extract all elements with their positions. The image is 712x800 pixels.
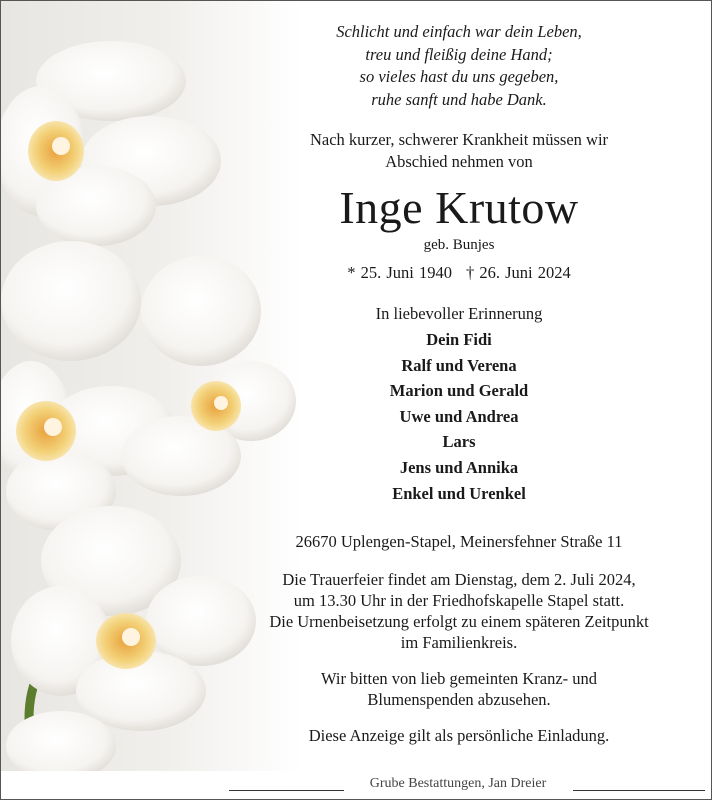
poem-line: Schlicht und einfach war dein Leben, — [336, 22, 582, 41]
service-line: Die Urnenbeisetzung erfolgt zu einem späteren Zeitpunkt — [269, 612, 649, 631]
mourner: Enkel und Urenkel — [392, 483, 526, 503]
flowers-line: Blumenspenden abzusehen. — [367, 690, 551, 709]
flowers-request — [201, 668, 712, 710]
service-info — [201, 569, 712, 653]
life-dates — [201, 263, 712, 283]
mourners-list — [201, 327, 712, 506]
funeral-home: Grube Bestattungen, Jan Dreier — [369, 776, 547, 791]
birth-name: geb. Bunjes — [423, 237, 495, 253]
mourner: Uwe und Andrea — [399, 406, 519, 426]
poem-line: ruhe sanft und habe Dank. — [371, 89, 547, 109]
deceased-name: Inge Krutow — [339, 182, 579, 233]
mourner: Dein Fidi — [426, 330, 492, 349]
flowers-line: Wir bitten von lieb gemeinten Kranz- und — [320, 669, 598, 688]
death-date: † 26. Juni 2024 — [466, 263, 571, 282]
invitation-note: Diese Anzeige gilt als persönliche Einladung. — [308, 726, 610, 745]
service-line: Die Trauerfeier findet am Dienstag, dem 2. Juli 2024, — [282, 570, 636, 589]
intro-line: Nach kurzer, schwerer Krankheit müssen wir — [309, 130, 609, 149]
footer-rule-right — [573, 790, 705, 791]
mourner: Ralf und Verena — [401, 355, 517, 375]
service-line: um 13.30 Uhr in der Friedhofskapelle Stapel statt. — [293, 591, 625, 610]
mourner: Marion und Gerald — [389, 381, 529, 401]
intro-text — [201, 129, 712, 173]
poem — [201, 21, 712, 111]
footer — [1, 773, 712, 793]
memory-heading: In liebevoller Erinnerung — [375, 304, 543, 323]
footer-rule-left — [229, 790, 344, 791]
mourner: Lars — [442, 432, 476, 452]
intro-line: Abschied nehmen von — [385, 152, 533, 171]
mourner: Jens und Annika — [399, 457, 519, 477]
poem-line: treu und fleißig deine Hand; — [365, 44, 553, 64]
poem-line: so vieles hast du uns gegeben, — [359, 67, 559, 86]
address: 26670 Uplengen-Stapel, Meinersfehner Straße 11 — [295, 532, 623, 551]
birth-date: * 25. Juni 1940 — [347, 263, 452, 282]
service-line: im Familienkreis. — [400, 633, 518, 652]
